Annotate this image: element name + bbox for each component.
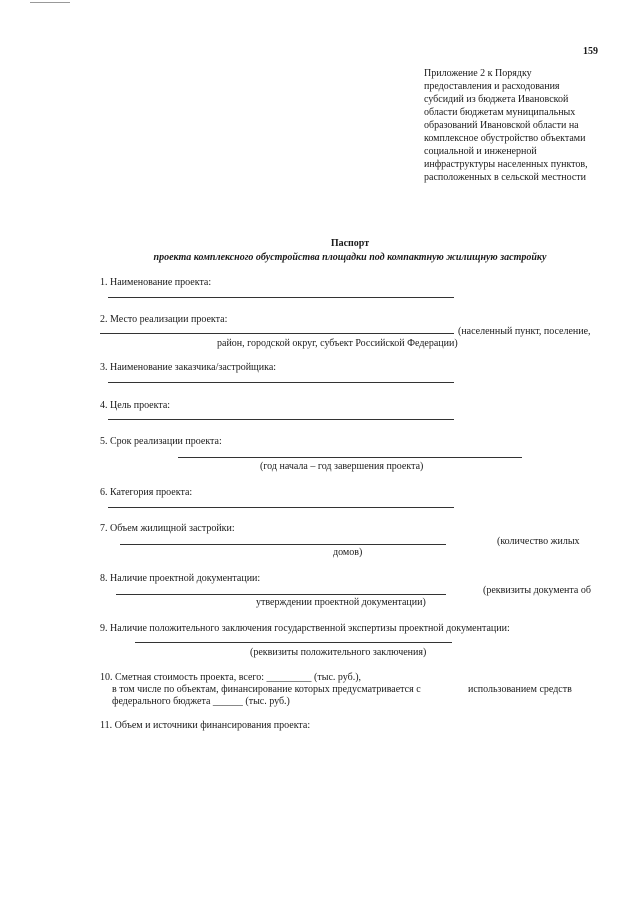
- item-3-fill-line: [108, 382, 454, 383]
- appendix-line: расположенных в сельской местности: [424, 172, 586, 183]
- item-10-line-3: федерального бюджета ______ (тыс. руб.): [112, 696, 290, 707]
- item-2-fill-line: [100, 333, 454, 334]
- appendix-line: предоставления и расходования: [424, 81, 560, 92]
- item-9-fill-line: [135, 642, 452, 643]
- appendix-line: Приложение 2 к Порядку: [424, 68, 532, 79]
- item-6-label: 6. Категория проекта:: [100, 487, 193, 498]
- appendix-line: инфраструктуры населенных пунктов,: [424, 159, 588, 170]
- item-1-label: 1. Наименование проекта:: [100, 277, 212, 288]
- item-7-label: 7. Объем жилищной застройки:: [100, 523, 235, 534]
- item-9-hint: (реквизиты положительного заключения): [250, 647, 427, 658]
- item-3-label: 3. Наименование заказчика/застройщика:: [100, 362, 277, 373]
- scan-artifact-line: [30, 2, 70, 3]
- item-5-label: 5. Срок реализации проекта:: [100, 436, 222, 447]
- item-8-fill-line: [116, 594, 446, 595]
- item-2-hint-2: район, городской округ, субъект Российской Федерации): [217, 338, 458, 349]
- appendix-note: [424, 67, 614, 184]
- item-9-label: 9. Наличие положительного заключения государственной экспертизы проектной документации:: [100, 623, 510, 634]
- item-1-fill-line: [108, 297, 454, 298]
- item-10-line-1: 10. Сметная стоимость проекта, всего: _________ (тыс. руб.),: [100, 672, 362, 683]
- item-6-fill-line: [108, 507, 454, 508]
- item-7-fill-line: [120, 544, 446, 545]
- appendix-line: образований Ивановской области на: [424, 120, 579, 131]
- item-4-label: 4. Цель проекта:: [100, 400, 171, 411]
- item-5-fill-line: [178, 457, 522, 458]
- item-7-hint-1: (количество жилых: [497, 536, 580, 547]
- appendix-line: области бюджетам муниципальных: [424, 107, 576, 118]
- item-10-line-2-end: использованием средств: [468, 684, 572, 695]
- appendix-line: комплексное обустройство объектами: [424, 133, 586, 144]
- item-8-label: 8. Наличие проектной документации:: [100, 573, 261, 584]
- appendix-line: субсидий из бюджета Ивановской: [424, 94, 569, 105]
- item-4-fill-line: [108, 419, 454, 420]
- document-subtitle: проекта комплексного обустройства площадки под компактную жилищную застройку: [153, 252, 547, 263]
- item-10-line-2: в том числе по объектам, финансирование которых предусматривается с: [112, 684, 421, 695]
- item-7-hint-2: домов): [333, 547, 363, 558]
- item-5-hint: (год начала – год завершения проекта): [260, 461, 424, 472]
- item-11-label: 11. Объем и источники финансирования проекта:: [100, 720, 311, 731]
- item-8-hint-1: (реквизиты документа об: [483, 585, 591, 596]
- page-number: 159: [583, 46, 598, 57]
- item-8-hint-2: утверждении проектной документации): [256, 597, 426, 608]
- appendix-line: социальной и инженерной: [424, 146, 537, 157]
- document-title: Паспорт: [330, 238, 370, 249]
- item-2-hint-1: (населенный пункт, поселение,: [458, 326, 591, 337]
- item-2-label: 2. Место реализации проекта:: [100, 314, 228, 325]
